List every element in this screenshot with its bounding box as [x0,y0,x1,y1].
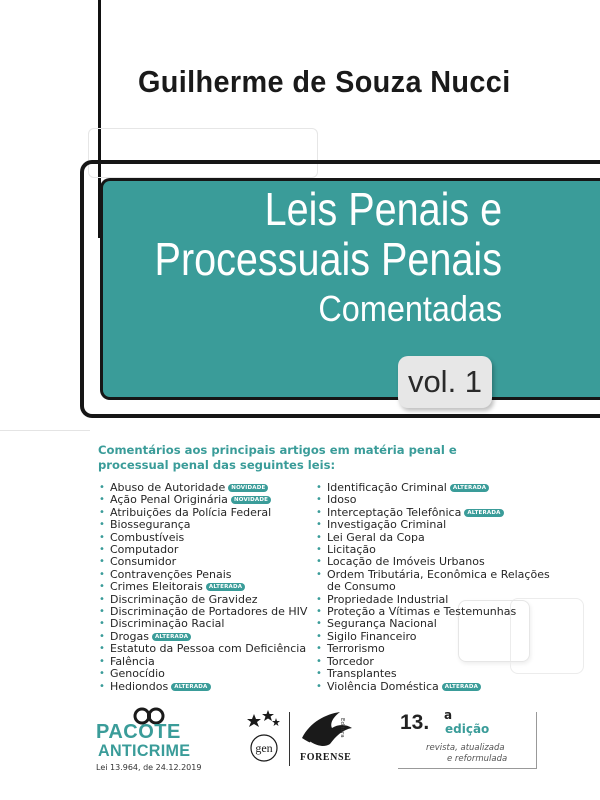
law-name: Abuso de Autoridade [110,481,226,494]
law-name: Investigação Criminal [327,518,447,532]
title-line-2: Processuais Penais [154,233,502,285]
forense-logo-text: FORENSE [300,752,352,763]
law-name: Biossegurança [110,518,191,532]
laws-list-left [98,482,307,693]
law-name: Idoso [327,493,357,507]
status-badge: NOVIDADE [231,496,271,504]
law-name: Consumidor [110,555,177,569]
law-name: Torcedor [327,654,374,668]
law-item [315,681,550,693]
law-name: Locação de Imóveis Urbanos [327,555,485,569]
status-badge: ALTERADA [206,583,245,591]
edition-superscript: a [444,708,453,722]
edition-number: 13. [400,711,430,734]
law-name: Atribuições da Polícia Federal [110,505,272,519]
law-name: Violência Doméstica [327,679,439,693]
anticrime-title: ANTICRIME [98,741,191,760]
volume-badge [398,356,492,408]
law-name: Transplantes [327,667,397,681]
law-name: Interceptação Telefônica [327,505,462,519]
law-name: Sigilo Financeiro [327,629,417,643]
status-badge: ALTERADA [450,484,489,492]
gen-logo-text: gen [255,741,273,755]
decorative-line [0,430,90,431]
logo-separator [289,712,290,766]
law-name: Combustíveis [110,530,185,544]
edition-note-1: revista, atualizada [426,743,505,753]
title-line-3: Comentadas [318,288,502,329]
law-name: Propriedade Industrial [327,592,449,606]
law-name: Falência [110,654,155,668]
pacote-title: PACOTE [96,721,181,743]
edition-note-2: e reformulada [447,754,508,764]
law-name: Hediondos [110,679,169,693]
law-name: Computador [110,543,179,557]
law-name: Discriminação de Portadores de HIV [110,605,308,619]
gen-logo-icon [244,708,286,766]
laws-list-right [315,482,550,693]
law-name: Ordem Tributária, Econômica e Relações [327,567,550,581]
law-name: Identificação Criminal [327,481,447,494]
law-name: Discriminação Racial [110,617,225,631]
law-name: Drogas [110,629,149,643]
law-item-continuation: de Consumo [327,580,396,594]
status-badge: ALTERADA [152,633,191,641]
law-name: Genocídio [110,667,165,681]
status-badge: NOVIDADE [228,484,268,492]
author-name: Guilherme de Souza Nucci [138,64,511,99]
edition-word: edição [445,722,490,736]
law-item [98,681,307,693]
title-line-1: Leis Penais e [264,183,502,235]
law-name: Lei Geral da Copa [327,530,425,544]
law-name: Ação Penal Originária [110,493,228,507]
law-name: Terrorismo [327,642,385,656]
status-badge: ALTERADA [171,683,210,691]
law-name: Segurança Nacional [327,617,437,631]
law-name: Discriminação de Gravidez [110,592,258,606]
status-badge: ALTERADA [464,509,503,517]
law-reference: Lei 13.964, de 24.12.2019 [96,763,202,772]
editora-label: Editora [339,718,345,738]
law-name: Crimes Eleitorais [110,580,203,594]
law-name: Proteção a Vítimas e Testemunhas [327,605,517,619]
status-badge: ALTERADA [442,683,481,691]
intro-text: Comentários aos principais artigos em matéria penal e processual penal das seguintes leis: [98,443,457,472]
volume-label: vol. 1 [407,364,483,399]
law-name: Estatuto da Pessoa com Deficiência [110,642,307,656]
law-name: Contravenções Penais [110,567,232,581]
law-name: Licitação [327,543,376,557]
